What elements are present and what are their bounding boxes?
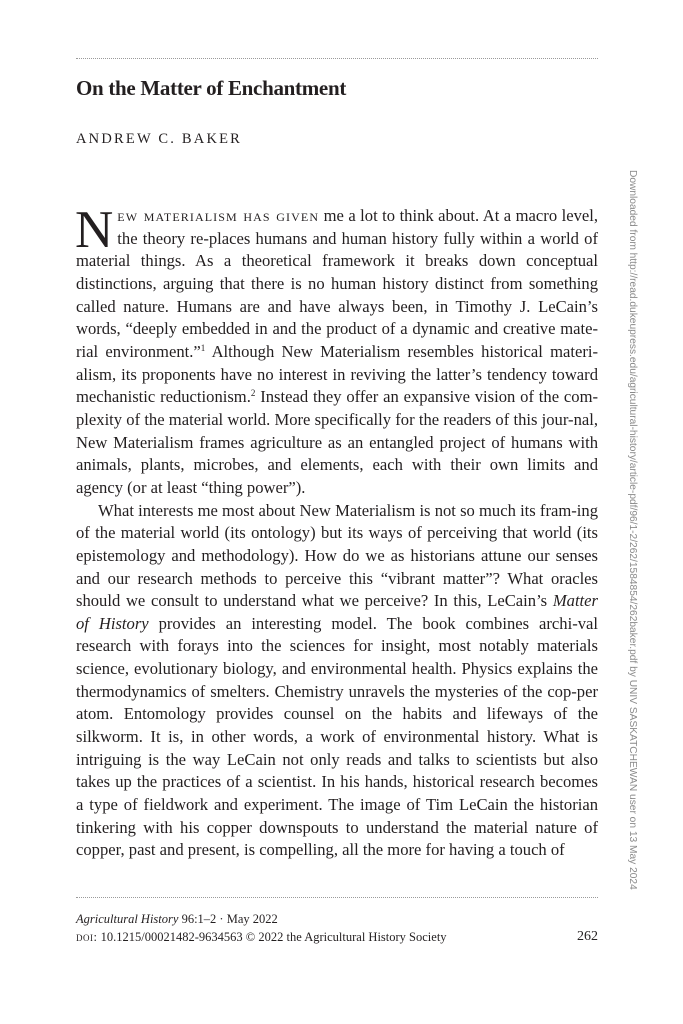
issue-date: May 2022 xyxy=(226,912,278,926)
top-dotted-rule xyxy=(76,58,598,59)
drop-cap: N xyxy=(75,201,114,259)
page-number: 262 xyxy=(577,929,598,944)
copyright-notice: © 2022 the Agricultural History Society xyxy=(242,930,447,944)
doi-value[interactable]: 10.1215/00021482-9634563 xyxy=(97,930,243,944)
citation-line xyxy=(76,910,598,928)
body-paragraph-1 xyxy=(75,201,598,500)
page-footer xyxy=(76,910,598,946)
book-title-italic: Matter of History xyxy=(76,591,598,633)
lead-in-smallcaps: ew materialism has given xyxy=(117,206,320,225)
doi-line xyxy=(76,928,598,946)
doi-label: doi: xyxy=(76,930,98,944)
footnote-marker-1[interactable]: 1 xyxy=(200,342,206,353)
paragraph-2-text-a: What interests me most about New Materialism is not so much its fram-ing of the material world (its ontology) but its ways of perceiving that world (its epistemology and methodology). How do we as historians attune our senses and our research methods to perceive this “vibrant matter”? What oracles should we consult to understand what we perceive? In this, LeCain’s xyxy=(76,500,598,611)
footnote-marker-2[interactable]: 2 xyxy=(250,388,256,399)
doi-copyright-group xyxy=(76,928,447,946)
volume-issue: 96:1–2 xyxy=(178,912,217,926)
download-watermark: Downloaded from http://read.dukeupress.edu/agricultural-history/article-pdf/96/1-2/262/1584854/262baker.pdf by UNIV SASKATCHEWAN user on 13 May 2024 xyxy=(627,170,638,890)
paragraph-1-text-a: me a lot to think about. At a macro level, the theory re-places humans and human history fully within a world of material things. As a theoretical framework it breaks down conceptual distinctions, arguing that there is no human history distinct from something called nature. Humans are and have always been, in Timothy J. LeCain’s words, “deeply embedded in and the product of a dynamic and creative mate-rial environment.” xyxy=(76,206,598,361)
bullet-separator: · xyxy=(216,912,227,926)
article-author: ANDREW C. BAKER xyxy=(76,131,243,147)
bottom-dotted-rule xyxy=(76,897,598,898)
journal-name: Agricultural History xyxy=(76,912,179,926)
paragraph-1-text-c: Instead they offer an expansive vision of the com-plexity of the material world. More specifically for the readers of this jour-nal, New Materialism frames agriculture as an entangled project of humans with animals, plants, microbes, and elements, each with their own limits and agency (or at least “thing power”). xyxy=(76,387,598,497)
body-paragraph-2 xyxy=(76,500,598,863)
article-title: On the Matter of Enchantment xyxy=(76,76,347,100)
paragraph-1-text-b: Although New Materialism resembles historical materi-alism, its proponents have no interest in reviving the latter’s tendency toward mechanistic reductionism. xyxy=(76,341,598,407)
article-body xyxy=(75,201,598,862)
paragraph-2-text-b: provides an interesting model. The book combines archi-val research with forays into the sciences for insight, most notably materials science, evolutionary biology, and environmental health. Physics explains the thermodynamics of smelters. Chemistry unravels the mysteries of the cop-per atom. Entomology provides counsel on the habits and lifeways of the silkworm. It is, in other words, a work of environmental history. What is intriguing is the way LeCain not only reads and talks to scientists but also takes up the practices of a scientist. In his hands, historical research becomes a type of fieldwork and experiment. The image of Tim LeCain the historian tinkering with his copper downspouts to understand the material nature of copper, past and present, is compelling, all the more for having a touch of xyxy=(76,613,598,860)
